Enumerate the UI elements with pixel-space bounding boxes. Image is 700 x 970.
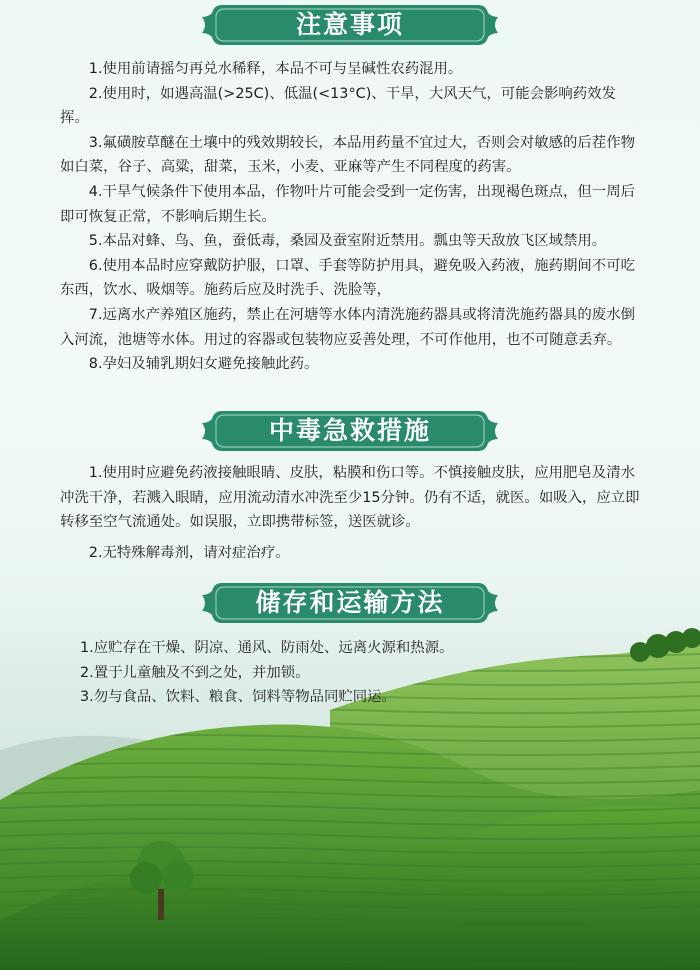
section-banner-precautions [200, 3, 500, 47]
section-title: 注意事项 [295, 10, 404, 39]
section-title: 中毒急救措施 [268, 416, 431, 445]
list-item: 8.孕妇及辅乳期妇女避免接触此药。 [88, 356, 319, 373]
list-item: 4.干旱气候条件下使用本品，作物叶片可能会受到一定伤害，出现褐色斑点，但一周后即可恢复正常，不影响后期生长。 [60, 183, 635, 225]
storage-list [80, 636, 640, 710]
list-item: 2.使用时，如遇高温(>25C)、低温(<13°C)、干旱，大风天气，可能会影响药效发挥。 [60, 85, 616, 127]
list-item: 3.勿与食品、饮料、粮食、饲料等物品同贮同运。 [80, 689, 396, 706]
list-item: 1.应贮存在干燥、阴凉、通风、防雨处、远离火源和热源。 [80, 640, 454, 656]
list-item: 7.远离水产养殖区施药，禁止在河塘等水体内清洗施药器具或将清洗施药器具的废水倒入河流，池塘等水体。用过的容器或包装物应妥善处理，不可作他用，也不可随意丢弃。 [60, 306, 635, 348]
first-aid-list [60, 461, 642, 565]
list-item: 2.置于儿童触及不到之处，并加锁。 [80, 664, 310, 681]
list-item: 1.使用前请摇匀再兑水稀释，本品不可与呈碱性农药混用。 [88, 61, 463, 77]
list-item: 6.使用本品时应穿戴防护服，口罩、手套等防护用具，避免吸入药液，施药期间不可吃东西，饮水、吸烟等。施药后应及时洗手、洗脸等， [60, 257, 635, 299]
precautions-list [60, 57, 642, 377]
list-item: 3.氟磺胺草醚在土壤中的残效期较长，本品用药量不宜过大，否则会对敏感的后茬作物如白菜，谷子、高粱，甜菜，玉米，小麦、亚麻等产生不同程度的药害。 [60, 134, 635, 176]
list-item: 5.本品对蜂、鸟、鱼，蚕低毒，桑园及蚕室附近禁用。瓢虫等天敌放飞区域禁用。 [88, 233, 607, 250]
list-item: 1.使用时应避免药液接触眼睛、皮肤，粘膜和伤口等。不慎接触皮肤，应用肥皂及清水冲洗干净，若溅入眼睛，应用流动清水冲洗至少15分钟。仍有不适，就医。如吸入，应立即转移至空气流通处。如误服，立即携带标签，送医就诊。 [60, 465, 640, 531]
section-banner-storage [200, 581, 500, 625]
list-item: 2.无特殊解毒剂，请对症治疗。 [88, 544, 290, 561]
section-title: 储存和运输方法 [255, 588, 445, 617]
section-banner-first-aid [200, 409, 500, 453]
